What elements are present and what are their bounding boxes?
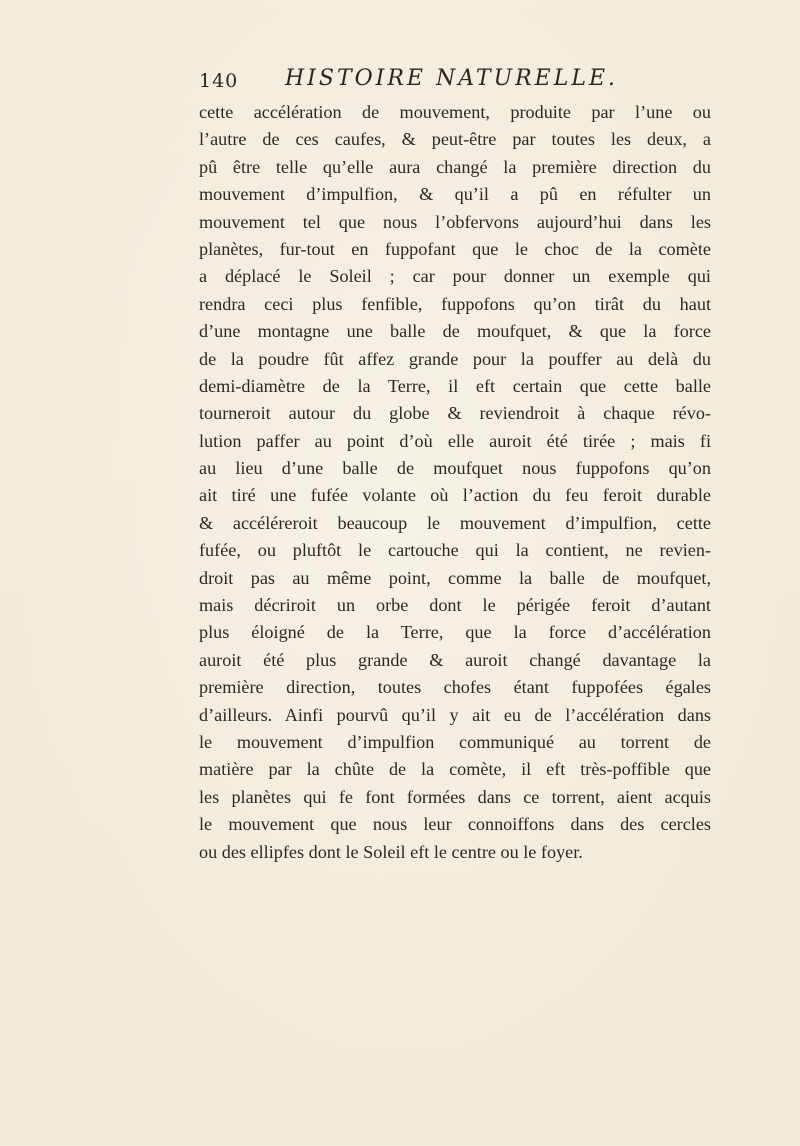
text-line: le mouvement d’impulfion communiqué au torrent de <box>199 731 711 752</box>
running-title: HISTOIRE NATURELLE. <box>285 66 619 91</box>
text-line: matière par la chûte de la comète, il eft très-poffible que <box>199 759 711 780</box>
text-line: d’ailleurs. Ainfi pourvû qu’il y ait eu de l’accélération dans <box>199 704 711 725</box>
page-number: 140 <box>199 70 239 92</box>
text-line: le mouvement que nous leur connoiffons dans des cercles <box>199 814 711 835</box>
text-line: mais décriroit un orbe dont le périgée feroit d’autant <box>199 595 711 616</box>
text-line: fufée, ou pluftôt le cartouche qui la contient, ne revien- <box>199 540 711 561</box>
text-line: d’une montagne une balle de moufquet, & que la force <box>199 321 711 342</box>
text-line: planètes, fur-tout en fuppofant que le choc de la comète <box>199 238 711 259</box>
text-line: plus éloigné de la Terre, que la force d’accélération <box>199 622 711 643</box>
text-line: a déplacé le Soleil ; car pour donner un exemple qui <box>199 266 711 287</box>
text-line: demi-diamètre de la Terre, il eft certain que cette balle <box>199 375 711 396</box>
text-line: de la poudre fût affez grande pour la pouffer au delà du <box>199 348 711 369</box>
text-line: rendra ceci plus fenfible, fuppofons qu’on tirât du haut <box>199 293 711 314</box>
text-line: cette accélération de mouvement, produite par l’une ou <box>199 102 711 122</box>
text-line: mouvement tel que nous l’obfervons aujourd’hui dans les <box>199 211 711 232</box>
text-line: auroit été plus grande & auroit changé davantage la <box>199 649 711 670</box>
text-line: droit pas au même point, comme la balle de moufquet, <box>199 567 711 588</box>
text-line: tourneroit autour du globe & reviendroit à chaque révo- <box>199 403 711 424</box>
text-line: ait tiré une fufée volante où l’action du feu feroit durable <box>199 485 711 506</box>
text-line: & accéléreroit beaucoup le mouvement d’impulfion, cette <box>199 512 711 533</box>
body-text <box>199 99 711 866</box>
text-line: mouvement d’impulfion, & qu’il a pû en réfulter un <box>199 184 711 205</box>
text-line: les planètes qui fe font formées dans ce torrent, aient acquis <box>199 786 711 807</box>
text-line: l’autre de ces caufes, & peut-être par toutes les deux, a <box>199 129 711 150</box>
text-line: pû être telle qu’elle aura changé la première direction du <box>199 156 711 177</box>
text-line: première direction, toutes chofes étant fuppofées égales <box>199 677 711 698</box>
text-line: lution paffer au point d’où elle auroit été tirée ; mais fi <box>199 430 711 451</box>
text-line: au lieu d’une balle de moufquet nous fuppofons qu’on <box>199 458 711 479</box>
page-header <box>199 66 719 96</box>
text-line: ou des ellipfes dont le Soleil eft le centre ou le foyer. <box>199 841 583 862</box>
